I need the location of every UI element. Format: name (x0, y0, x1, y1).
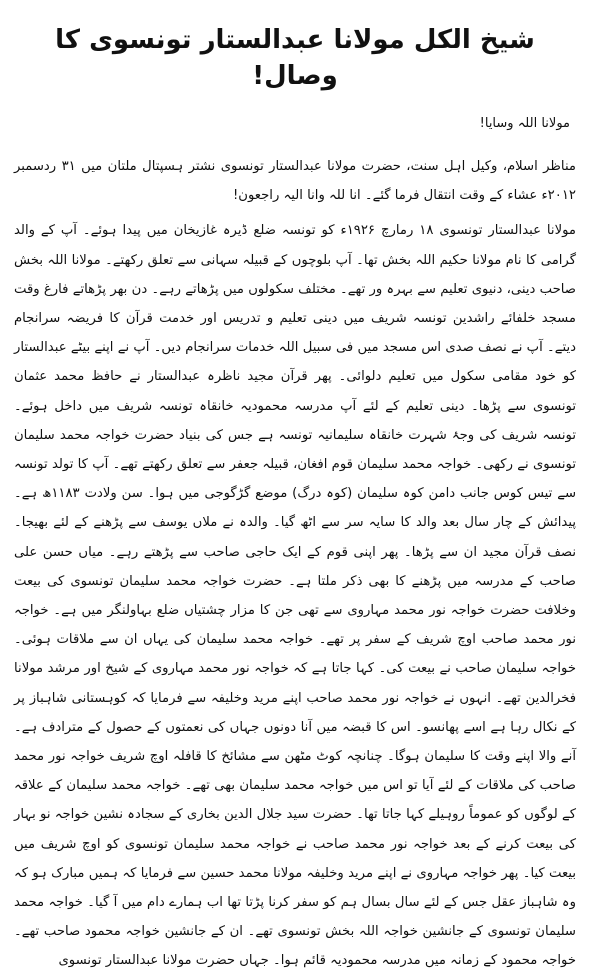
author-line: مولانا اللہ وسایا! (479, 116, 570, 131)
article-title: شیخ الکل مولانا عبدالستار تونسوی کا وصال! (55, 25, 535, 91)
paragraph-1: مناظر اسلام، وکیل اہل سنت، حضرت مولانا عبدالستار تونسوی نشتر ہسپتال ملتان میں ۳۱ ردسمبر ۲۰۱۲ء عشاء کے وقت انتقال فرما گئے۔ انا للہ وانا الیہ راجعون! (14, 159, 576, 204)
paragraph-2: مولانا عبدالستار تونسوی ۱۸ رمارچ ۱۹۲۶ء کو تونسہ ضلع ڈیرہ غازیخان میں پیدا ہوئے۔ آپ کے والد گرامی کا نام مولانا حکیم اللہ بخش تھا۔ آپ بلوچوں کے قبیلہ سہانی سے تعلق رکھتے۔ مولانا اللہ بخش صاحب دینی، دنیوی تعلیم سے بہرہ ور تھے۔ مختلف سکولوں میں پڑھاتے رہے۔ دن بھر پڑھاتے فارغ وقت مسجد خلفائے راشدین تونسہ شریف میں دینی تعلیم و تدریس اور خدمت قرآن کا فریضہ سرانجام دیتے۔ آپ نے نصف صدی اس مسجد میں فی سبیل اللہ خدمات سرانجام دیں۔ آپ نے اپنے بیٹے عبدالستار کو خود مقامی سکول میں تعلیم دلوائی۔ پھر قرآن مجید ناظرہ عبدالستار نے حافظ محمد عثمان تونسوی سے پڑھا۔ دینی تعلیم کے لئے آپ مدرسہ محمودیہ خانقاہ تونسہ شریف میں داخل ہوئے۔ تونسہ شریف کی وجۂ شہرت خانقاہ سلیمانیہ تونسہ ہے جس کی بنیاد حضرت خواجہ محمد سلیمان تونسوی نے رکھی۔ خواجہ محمد سلیمان قوم افغان، قبیلہ جعفر سے تعلق رکھتے تھے۔ آپ کا تولد تونسہ سے تیس کوس جانب دامن کوہ سلیمان (کوہ درگ) موضع گڑگوجی میں ہوا۔ سن ولادت ۱۱۸۳ھ ہے۔ پیدائش کے چار سال بعد والد کا سایہ سر سے اٹھ گیا۔ والدہ نے ملاں یوسف سے پڑھنے کے لئے بھیجا۔ نصف قرآن مجید ان سے پڑھا۔ پھر اپنی قوم کے ایک حاجی صاحب سے پڑھتے رہے۔ میاں حسن علی صاحب کے مدرسہ میں پڑھنے کا بھی ذکر ملتا ہے۔ حضرت خواجہ محمد سلیمان تونسوی کی بیعت وخلافت حضرت خواجہ نور محمد مہاروی سے تھی جن کا مزار چشتیاں ضلع بہاولنگر میں ہے۔ خواجہ نور محمد صاحب اوچ شریف کے سفر پر تھے۔ خواجہ محمد سلیمان کی یہاں ان سے ملاقات ہوئی۔ خواجہ سلیمان صاحب نے بیعت کی۔ کہا جاتا ہے کہ خواجہ نور محمد مہاروی کے شیخ اور مرشد مولانا فخرالدین تھے۔ انہوں نے خواجہ نور محمد صاحب اپنے مرید وخلیفہ سے فرمایا کہ کوہستانی شاہباز پر کے نکال رہا ہے اسے پھانسو۔ اس کا قبضہ میں آنا دونوں جہاں کی نعمتوں کے حصول کے مترادف ہے۔ آنے والا اپنے وقت کا سلیمان ہوگا۔ چنانچہ کوٹ مٹھن سے مشائخ کا قافلہ اوچ شریف خواجہ نور محمد صاحب کی ملاقات کے لئے آیا تو اس میں خواجہ محمد سلیمان بھی تھے۔ خواجہ محمد سلیمان کے علاقہ کے لوگوں کو عموماً روہیلے کہا جاتا تھا۔ حضرت سید جلال الدین بخاری کے سجادہ نشین خواجہ نو بہار کی بیعت کرنے کے بعد خواجہ نور محمد صاحب نے خواجہ محمد سلیمان تونسوی کو اوچ شریف میں بیعت کیا۔ پھر خواجہ مہاروی نے اپنے مرید وخلیفہ مولانا محمد حسین سے فرمایا کہ ہمیں مبارک ہو کہ وہ شاہباز عقل جس کے لئے سال بسال ہم کو سفر کرنا پڑتا تھا اب ہمارے دام میں آ گیا۔ خواجہ محمد سلیمان تونسوی کے جانشین خواجہ اللہ بخش تونسوی تھے۔ ان کے جانشین خواجہ محمود صاحب تھے۔ خواجہ محمود کے زمانہ میں مدرسہ محمودیہ قائم ہوا۔ جہاں حضرت مولانا عبدالستار تونسوی (14, 223, 576, 969)
